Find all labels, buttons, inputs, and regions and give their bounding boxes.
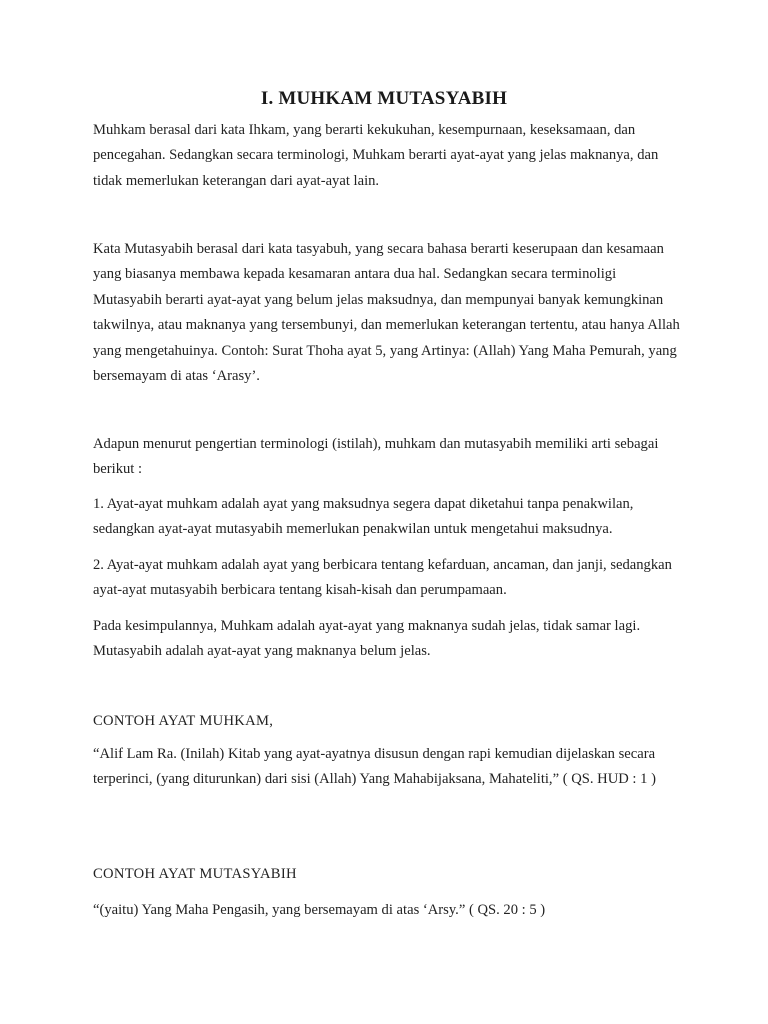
paragraph-muhkam-definition: Muhkam berasal dari kata Ihkam, yang berarti kekukuhan, kesempurnaan, keseksamaan, dan pencegahan. Sedangkan secara terminologi, Muhkam berarti ayat-ayat yang jelas maknanya, dan tidak memerlukan keterangan dari ayat-ayat lain. [93, 122, 659, 189]
paragraph-terminology-intro: Adapun menurut pengertian terminologi (istilah), muhkam dan mutasyabih memiliki arti sebagai berikut : [93, 436, 659, 478]
text-example-muhkam: “Alif Lam Ra. (Inilah) Kitab yang ayat-ayatnya disusun dengan rapi kemudian dijelaskan secara terperinci, (yang diturunkan) dari sisi (Allah) Yang Mahabijaksana, Mahateliti,” ( QS. HUD : 1 ) [93, 746, 656, 788]
document-title: I. MUHKAM MUTASYABIH [260, 88, 508, 109]
paragraph-mutasyabih-definition: Kata Mutasyabih berasal dari kata tasyabuh, yang secara bahasa berarti keserupaan dan kesamaan yang biasanya membawa kepada kesamaran antara dua hal. Sedangkan secara terminoligi Mutasyabih berarti ayat-ayat yang belum jelas maksudnya, dan mempunyai banyak kemungkinan takwilnya, atau maknanya yang tersembunyi, dan memerlukan keterangan tertentu, atau hanya Allah yang mengetahuinya. Contoh: Surat Thoha ayat 5, yang Artinya: (Allah) Yang Maha Pemurah, yang bersemayam di atas ‘Arasy’. [93, 241, 680, 385]
paragraph-point-1: 1. Ayat-ayat muhkam adalah ayat yang maksudnya segera dapat diketahui tanpa penakwilan, sedangkan ayat-ayat mutasyabih memerlukan penakwilan untuk mengetahui maksudnya. [93, 496, 634, 538]
paragraph-point-2: 2. Ayat-ayat muhkam adalah ayat yang berbicara tentang kefarduan, ancaman, dan janji, sedangkan ayat-ayat mutasyabih berbicara tentang kisah-kisah dan perumpamaan. [93, 557, 672, 599]
heading-example-mutasyabih: CONTOH AYAT MUTASYABIH [93, 866, 297, 882]
heading-example-muhkam: CONTOH AYAT MUHKAM, [93, 713, 274, 729]
paragraph-conclusion: Pada kesimpulannya, Muhkam adalah ayat-ayat yang maknanya sudah jelas, tidak samar lagi. Mutasyabih adalah ayat-ayat yang maknanya belum jelas. [93, 618, 641, 660]
text-example-mutasyabih: “(yaitu) Yang Maha Pengasih, yang bersemayam di atas ‘Arsy.” ( QS. 20 : 5 ) [93, 902, 546, 918]
